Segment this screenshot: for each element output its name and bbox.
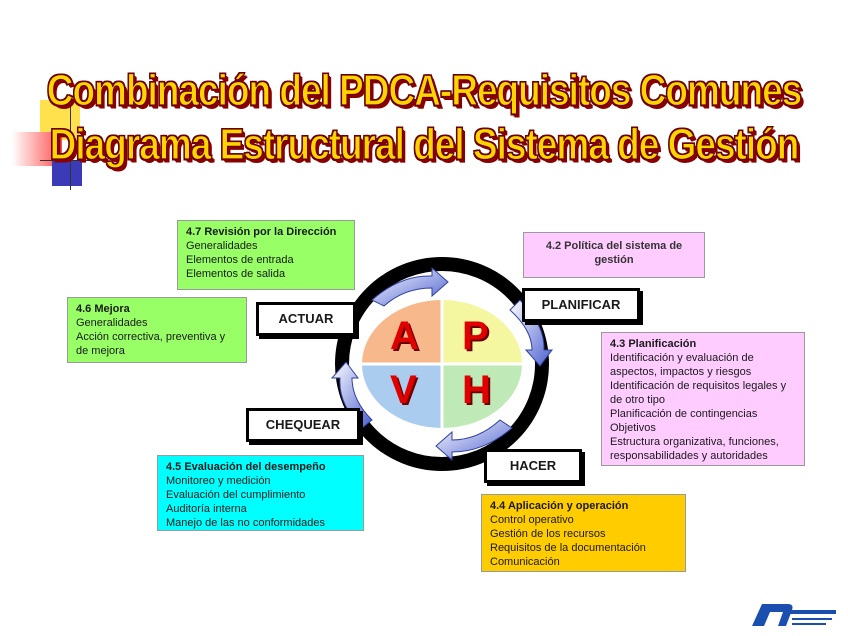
box-mejora-item: Generalidades <box>76 317 148 329</box>
institution-logo <box>748 600 842 632</box>
box-revision-heading: 4.7 Revisión por la Dirección <box>186 226 337 238</box>
box-politica-heading: 4.2 Política del sistema de gestión <box>545 240 683 266</box>
box-evaluacion-item: Monitoreo y medición <box>166 475 271 487</box>
title-line-1: Combinación del PDCA-Requisitos Comunes <box>46 66 802 115</box>
box-revision-direccion <box>177 220 355 290</box>
box-planificacion-item: Objetivos <box>610 422 656 434</box>
box-revision-item: Generalidades <box>186 240 258 252</box>
letter-v: V <box>390 368 417 412</box>
box-evaluacion-item: Manejo de las no conformidades <box>166 517 325 529</box>
phase-chequear: CHEQUEAR <box>246 408 360 442</box>
letter-p: P <box>462 314 489 358</box>
box-planificacion-item: aspectos, impactos y riesgos <box>610 366 752 378</box>
phase-hacer: HACER <box>484 449 582 483</box>
box-revision-item: Elementos de entrada <box>186 254 294 266</box>
box-politica <box>523 232 705 278</box>
letter-a: A <box>390 314 419 358</box>
phase-planificar: PLANIFICAR <box>522 288 640 322</box>
box-evaluacion-item: Evaluación del cumplimiento <box>166 489 306 501</box>
box-planificacion-item: Planificación de contingencias <box>610 408 758 420</box>
box-planificacion-item: de otro tipo <box>610 394 666 406</box>
box-aplicacion-item: Comunicación <box>490 556 560 568</box>
box-evaluacion <box>157 455 364 531</box>
box-planificacion-item: Estructura organizativa, funciones, <box>610 436 779 448</box>
box-planificacion-item: responsabilidades y autoridades <box>610 450 768 462</box>
box-aplicacion-heading: 4.4 Aplicación y operación <box>490 500 629 512</box>
box-planificacion <box>601 332 805 466</box>
box-evaluacion-item: Auditoría interna <box>166 503 247 515</box>
phase-actuar: ACTUAR <box>256 302 356 336</box>
box-aplicacion-item: Control operativo <box>490 514 574 526</box>
box-planificacion-heading: 4.3 Planificación <box>610 338 697 350</box>
box-planificacion-item: Identificación y evaluación de <box>610 352 754 364</box>
box-aplicacion <box>481 494 686 572</box>
box-mejora-item: Acción correctiva, preventiva y <box>76 331 226 343</box>
box-aplicacion-item: Requisitos de la documentación <box>490 542 646 554</box>
box-aplicacion-item: Gestión de los recursos <box>490 528 606 540</box>
box-mejora <box>67 297 247 363</box>
box-mejora-item: de mejora <box>76 345 125 357</box>
title-line-2: Diagrama Estructural del Sistema de Gestión <box>49 120 799 169</box>
box-evaluacion-heading: 4.5 Evaluación del desempeño <box>166 461 326 473</box>
box-revision-item: Elementos de salida <box>186 268 286 280</box>
box-planificacion-item: Identificación de requisitos legales y <box>610 380 787 392</box>
box-mejora-heading: 4.6 Mejora <box>76 303 130 315</box>
letter-h: H <box>462 368 491 412</box>
